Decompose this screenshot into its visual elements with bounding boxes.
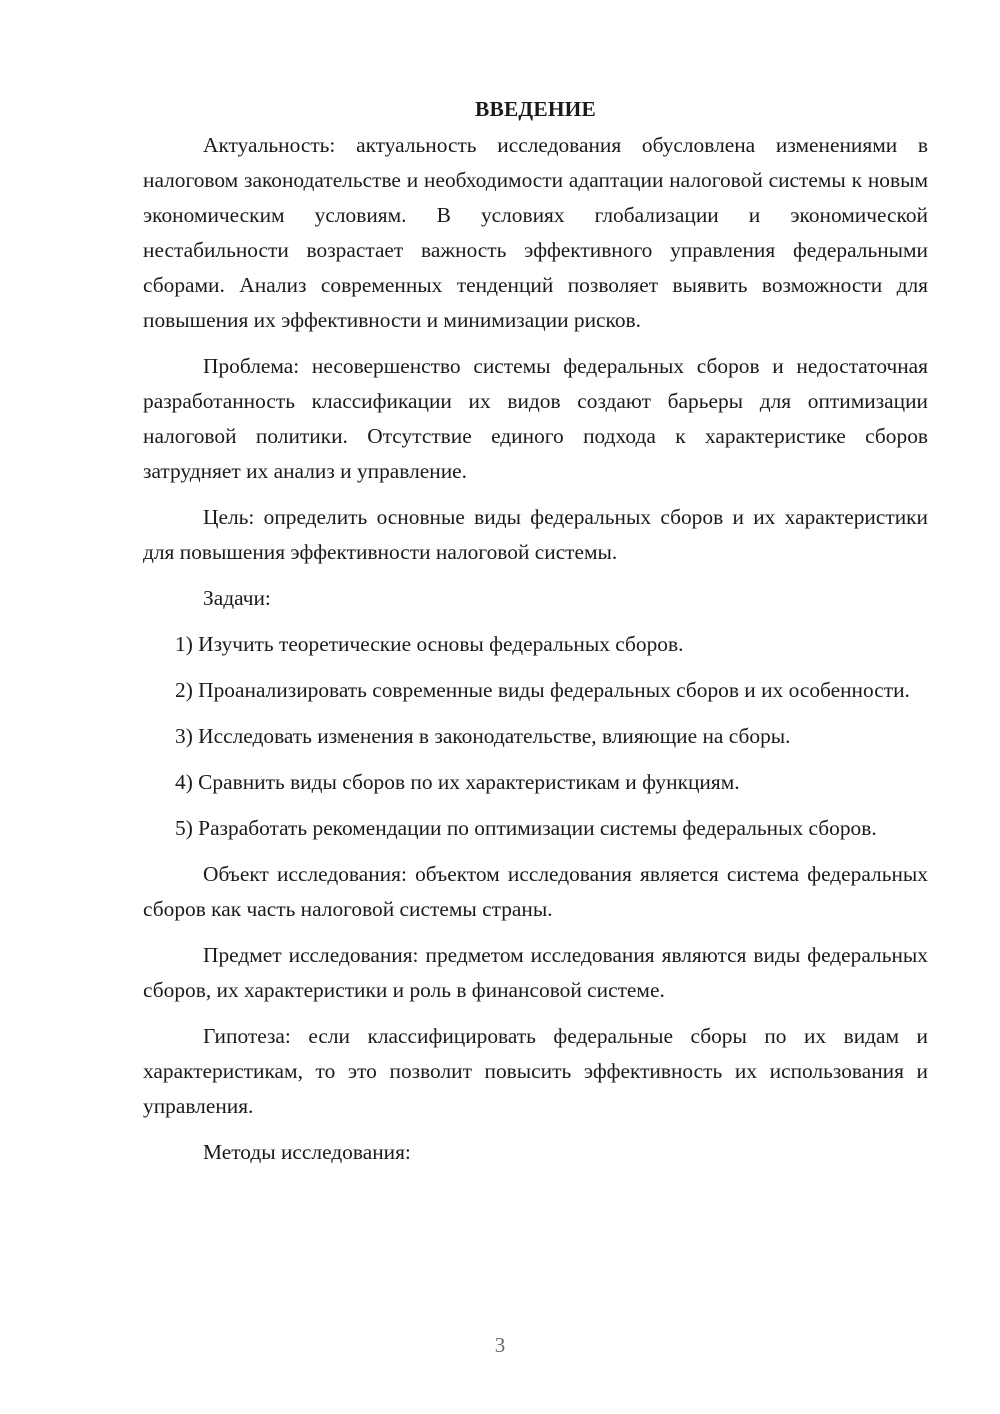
task-item-1: 1) Изучить теоретические основы федеральных сборов. [175, 632, 684, 656]
paragraph-relevance: Актуальность: актуальность исследования обусловлена изменениями в налоговом законодательстве и необходимости адаптации налоговой системы к новым экономическим условиям. В условиях глобализации и экономической нестабильности возрастает важность эффективного управления федеральными сборами. Анализ современных тенденций позволяет выявить возможности для повышения их эффективности и минимизации рисков. [143, 133, 928, 332]
page-number: 3 [494, 1333, 506, 1357]
task-item-5: 5) Разработать рекомендации по оптимизации системы федеральных сборов. [175, 816, 877, 840]
paragraph-object: Объект исследования: объектом исследования является система федеральных сборов как часть налоговой системы страны. [143, 862, 928, 921]
document-page [143, 92, 928, 1181]
paragraph-methods: Методы исследования: [203, 1140, 411, 1164]
task-item-4: 4) Сравнить виды сборов по их характеристикам и функциям. [175, 770, 740, 794]
tasks-heading: Задачи: [203, 586, 271, 610]
paragraph-goal: Цель: определить основные виды федеральных сборов и их характеристики для повышения эффективности налоговой системы. [143, 505, 928, 564]
paragraph-subject: Предмет исследования: предметом исследования являются виды федеральных сборов, их характеристики и роль в финансовой системе. [143, 943, 928, 1002]
paragraph-problem: Проблема: несовершенство системы федеральных сборов и недостаточная разработанность классификации их видов создают барьеры для оптимизации налоговой политики. Отсутствие единого подхода к характеристике сборов затрудняет их анализ и управление. [143, 354, 928, 483]
paragraph-hypothesis: Гипотеза: если классифицировать федеральные сборы по их видам и характеристикам, то это позволит повысить эффективность их использования и управления. [143, 1024, 928, 1118]
page-title: ВВЕДЕНИЕ [475, 97, 596, 121]
task-item-3: 3) Исследовать изменения в законодательстве, влияющие на сборы. [175, 724, 791, 748]
task-item-2: 2) Проанализировать современные виды федеральных сборов и их особенности. [175, 678, 910, 702]
